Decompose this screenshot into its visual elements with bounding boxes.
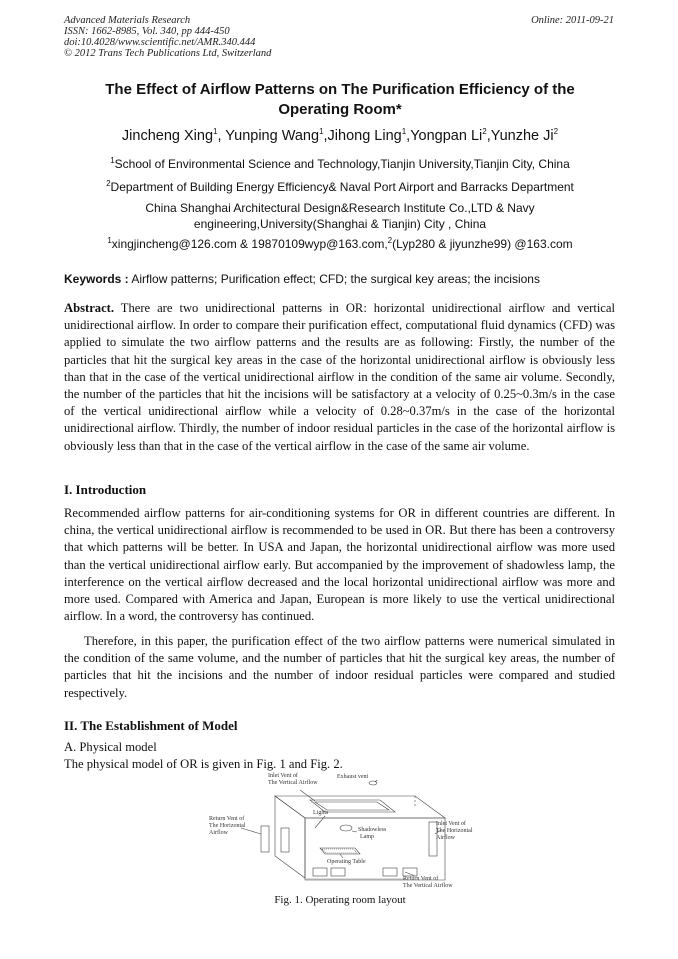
author-name: Yunping Wang (225, 128, 320, 144)
online-date: Online: 2011-09-21 (531, 15, 614, 26)
label-inlet-horizontal: Inlet Vent of (436, 821, 466, 827)
left-return-vent (261, 826, 269, 852)
paper-title: The Effect of Airflow Patterns on The Purification Efficiency of the Operating Room* (105, 81, 575, 118)
label-lights: Lights (313, 810, 329, 816)
author-affiliation-mark: 1 (401, 127, 407, 137)
author-name: Yunzhe Ji (490, 128, 554, 144)
label-inlet-horizontal-3: Airflow (436, 835, 455, 841)
shadowless-lamp (340, 825, 352, 831)
subsection-heading: A. Physical model (64, 740, 157, 754)
label-return-horizontal-3: Airflow (209, 830, 228, 836)
email-text: (Lyp280 & jiyunzhe99) @163.com (392, 237, 573, 251)
journal-name: Advanced Materials Research (64, 15, 191, 26)
label-return-vertical: Return Vent of (403, 876, 439, 882)
author-name: Jincheng Xing (121, 128, 214, 144)
affiliation-1 (60, 156, 620, 172)
label-inlet-vertical: Inlet Vent of (268, 773, 298, 779)
author-separator: , (217, 128, 226, 144)
journal-header (64, 15, 271, 59)
label-return-horizontal: Return Vent of (209, 816, 245, 822)
doi-line: doi:10.4028/www.scientific.net/AMR.340.444 (64, 37, 256, 48)
author-affiliation-mark: 2 (482, 127, 487, 137)
author-separator: , (406, 128, 411, 144)
author-affiliation-mark: 2 (553, 127, 559, 137)
model-text: The physical model of OR is given in Fig. 1 and Fig. 2. (64, 757, 343, 771)
author-name: Yongpan Li (410, 128, 483, 144)
affiliation-mark: 2 (106, 179, 111, 188)
author-separator: , (486, 128, 491, 144)
floor-return-vent (313, 868, 327, 876)
issn-line: ISSN: 1662-8985, Vol. 340, pp 444-450 (64, 26, 230, 37)
email-mark: 2 (387, 236, 393, 245)
author-separator: , (323, 128, 328, 144)
label-operating-table: Operating Table (327, 859, 366, 865)
intro-paragraph-2 (64, 633, 615, 702)
room-left-face (275, 796, 305, 878)
label-exhaust: Exhaust vent (337, 774, 369, 780)
author-affiliation-mark: 1 (213, 127, 218, 137)
label-shadowless-2: Lamp (360, 834, 374, 840)
intro-paragraph-1: Recommended airflow patterns for air-conditioning systems for OR in different countries are different. In china, the vertical unidirectional airflow is recommended to be used in OR. But there has been a controversy that which patterns will be better. In USA and Japan, the horizontal unidirectional airflow was more used than the vertical unidirectional airflow early. But accompanied by the improvement of shadowless lamp, the interference on the vertical airflow decreased and the local horizontal unidirectional airflow was more and more used. Compared with America and Japan, European is more likely to use the vertical unidirectional airflow. In a word, the controversy has continued. (64, 506, 615, 624)
email-mark: 1 (107, 236, 112, 245)
abstract-text: There are two unidirectional patterns in OR: horizontal unidirectional airflow and vertical unidirectional airflow. In order to compare their purification effect, computational fluid dynamics (CFD) was applied to simulate the two airflow patterns and the results are as following: Firstly, the number of the particles that hit the surgical key areas in the case of the horizontal unidirectional airflow is obviously less than that in the case of the vertical unidirectional airflow in the condition of the same air volume. Secondly, the number of the particles that hit the incisions will be satisfactory at a velocity of 0.25~0.3m/s in the case of the vertical unidirectional airflow while a velocity of 0.28~0.37m/s in the case of the horizontal unidirectional airflow. Thirdly, the number of indoor residual particles in the case of the horizontal airflow is obviously less than that in the case of the vertical airflow in the case of the same air volume. (64, 301, 615, 453)
intro-paragraph-2-text: Therefore, in this paper, the purification effect of the two airflow patterns were numerical simulated in the condition of the same volume, and the number of particles that hit the surgical key areas, the number of particles that hit the incisions and the number of indoor residual particles were compared and studied respectively. (64, 634, 615, 700)
abstract-label: Abstract. (64, 301, 115, 315)
affiliation-text: School of Environmental Science and Technology,Tianjin University,Tianjin City, China (114, 157, 570, 171)
keywords-text: Airflow patterns; Purification effect; CFD; the surgical key areas; the incisions (128, 272, 540, 286)
label-return-vertical-2: The Vertical Airflow (403, 883, 453, 889)
operating-room-figure (205, 768, 475, 893)
label-inlet-vertical-2: The Vertical Airflow (268, 780, 318, 786)
email-text: xingjincheng@126.com & 19870109wyp@163.com, (111, 237, 388, 251)
keywords (64, 272, 540, 286)
affiliation-text: Department of Building Energy Efficiency& Naval Port Airport and Barracks Department (110, 180, 574, 194)
section-heading-introduction: I. Introduction (64, 482, 147, 497)
email-line (60, 236, 620, 252)
label-return-horizontal-2: The Horizontal (209, 823, 246, 829)
label-inlet-horizontal-2: The Horizontal (436, 828, 473, 834)
author-list (60, 128, 620, 144)
figure-caption: Fig. 1. Operating room layout (274, 894, 406, 906)
author-name: Jihong Ling (327, 128, 402, 144)
copyright-line: © 2012 Trans Tech Publications Ltd, Switzerland (64, 48, 272, 59)
keywords-label: Keywords : (64, 272, 129, 286)
affiliation-2 (60, 179, 620, 195)
label-shadowless: Shadowless (358, 827, 387, 833)
author-affiliation-mark: 1 (319, 127, 324, 137)
affiliation-mark: 1 (110, 156, 115, 165)
affiliation-2-continued: China Shanghai Architectural Design&Research Institute Co.,LTD & Navy engineering,University(Shanghai & Tianjin) City , China (145, 201, 535, 231)
section-heading-model: II. The Establishment of Model (64, 718, 238, 733)
abstract (64, 300, 615, 455)
